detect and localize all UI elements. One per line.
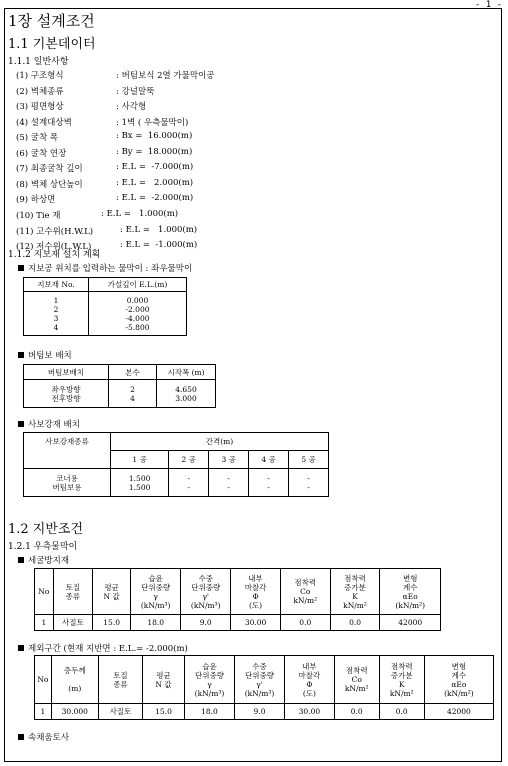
soil-header: 내부 마찰각 Φ (도) xyxy=(231,569,281,615)
brace-value: - xyxy=(227,482,230,492)
brace-val-cell xyxy=(111,469,169,497)
bullet-square-icon xyxy=(18,734,24,740)
brace-spacing-header: 간격(m) xyxy=(111,433,329,451)
support-no: 2 xyxy=(53,304,59,314)
strut-count: 4 xyxy=(130,393,135,403)
general-item-label: (10) Tie 재 xyxy=(16,211,61,221)
strut-start: 4.650 xyxy=(175,384,197,394)
bullet-square-icon xyxy=(18,265,24,271)
support-no: 3 xyxy=(53,313,59,323)
brace-val-cell xyxy=(249,469,289,497)
strut-name: 전후방향 xyxy=(51,393,81,403)
soil-cell: 9.0 xyxy=(234,704,284,720)
brace-value: - xyxy=(307,482,310,492)
bullet-square-icon xyxy=(18,645,24,651)
brace-value: - xyxy=(307,473,310,483)
brace-value: - xyxy=(227,473,230,483)
soil-cell: 30.00 xyxy=(285,704,335,720)
support-depth: 0.000 xyxy=(126,295,149,305)
riverbed-heading-text: 세굴방지재 xyxy=(28,556,70,566)
cut-heading-text: 제외구간 (현재 지반면 : E.L.= -2.000(m) xyxy=(28,644,188,654)
soil-table-riverbed xyxy=(34,568,441,631)
general-item-label: (9) 하상면 xyxy=(16,195,56,205)
support-heading-text: 지보공 위치를 입력하는 물막이 : 좌우물막이 xyxy=(28,264,193,274)
page-number: - 1 - xyxy=(474,0,502,10)
soil-header: 수중 단위중량 γ' (kN/m³) xyxy=(234,656,284,704)
general-item-label: (4) 설계대상벽 xyxy=(16,118,72,128)
brace-value: 1.500 xyxy=(128,482,151,492)
soil-header: 변형 계수 αEo (kN/m²) xyxy=(424,656,493,704)
soil-header: 점착력 Co kN/m² xyxy=(334,656,379,704)
soil-header: No xyxy=(35,656,52,704)
section-1-1-title: 1.1 기본데이터 xyxy=(8,37,96,52)
strut-count-cell xyxy=(109,380,157,408)
soil-header: 점착력 증가분 K kN/m² xyxy=(379,656,424,704)
soil-cell: 0.0 xyxy=(379,704,424,720)
strut-header-start: 시작폭 (m) xyxy=(157,365,216,380)
brace-col-1: 1 공 xyxy=(111,451,169,469)
general-item-value: : 버팀보식 2열 가물막이공 xyxy=(116,71,215,81)
support-no: 4 xyxy=(53,322,59,332)
general-item-value: : Bx = 16.000(m) xyxy=(116,131,193,141)
soil-cell: 1 xyxy=(35,615,54,631)
general-item-value: : E.L = 1.000(m) xyxy=(101,209,179,219)
soil-header: 점착력 증가분 K kN/m² xyxy=(330,569,380,615)
bullet-square-icon xyxy=(18,352,24,358)
general-item-value: : E.L = 1.000(m) xyxy=(120,225,198,235)
general-item-label: (11) 고수위(H.W.L) xyxy=(16,227,94,237)
soil-cell: 0.0 xyxy=(330,615,380,631)
soil-header: 습윤 단위중량 γ (kN/m³) xyxy=(184,656,234,704)
strut-start-cell xyxy=(157,380,216,408)
general-item-label: (3) 평면형상 xyxy=(16,102,64,112)
general-item-value: : E.L = -1.000(m) xyxy=(120,240,198,250)
strut-name-cell xyxy=(24,380,109,408)
soil-header: 습윤 단위중량 γ (kN/m³) xyxy=(131,569,181,615)
soil-header: 층두께 (m) xyxy=(51,656,98,704)
soil-header: 평균 N 값 xyxy=(93,569,131,615)
brace-name: 버팀보용 xyxy=(52,482,82,492)
support-header-depth: 가설깊이 E.L.(m) xyxy=(89,278,187,292)
general-item-value: : 강널말뚝 xyxy=(116,87,155,97)
cut-heading xyxy=(18,642,188,654)
soil-cell: 0.0 xyxy=(334,704,379,720)
section-1-2-title: 1.2 지반조건 xyxy=(8,522,84,537)
soil-cell: 30.00 xyxy=(231,615,281,631)
soil-cell: 사질토 xyxy=(53,615,92,631)
brace-col-2: 2 공 xyxy=(169,451,209,469)
general-item-label: (5) 굴착 폭 xyxy=(16,133,59,143)
brace-val-cell xyxy=(289,469,329,497)
strut-heading xyxy=(18,349,72,361)
support-depth: -5.800 xyxy=(125,322,150,332)
support-depth: -2.000 xyxy=(125,304,150,314)
soil-header: 평균 N 값 xyxy=(143,656,185,704)
brace-col-3: 3 공 xyxy=(209,451,249,469)
soil-header: 토질 종류 xyxy=(53,569,92,615)
strut-start: 3.000 xyxy=(175,393,197,403)
strut-header-layout: 버팀보배치 xyxy=(24,365,109,380)
section-1-1-2-title: 1.1.2 지보재 설치 계획 xyxy=(8,250,101,260)
soil-cell: 18.0 xyxy=(131,615,181,631)
soil-table-excluded xyxy=(34,655,494,720)
brace-value: - xyxy=(267,473,270,483)
brace-val-cell xyxy=(209,469,249,497)
strut-name: 좌우방향 xyxy=(51,384,81,394)
general-item-value: : 1벽 ( 우측물막이) xyxy=(116,118,189,128)
support-no: 1 xyxy=(53,295,59,305)
soil-header: 수중 단위중량 γ' (kN/m³) xyxy=(181,569,231,615)
soil-cell: 30.000 xyxy=(51,704,98,720)
soil-cell: 42000 xyxy=(424,704,493,720)
support-heading xyxy=(18,262,192,274)
soil-header: 내부 마찰각 Φ (도) xyxy=(285,656,335,704)
soil-header: No xyxy=(35,569,54,615)
backfill-heading-text: 속채움토사 xyxy=(28,733,70,743)
riverbed-heading xyxy=(18,554,69,566)
brace-value: - xyxy=(187,473,190,483)
bullet-square-icon xyxy=(18,557,24,563)
soil-cell: 18.0 xyxy=(184,704,234,720)
strut-heading-text: 버팀보 배치 xyxy=(28,351,72,361)
chapter-title: 1장 설계조건 xyxy=(8,12,95,30)
strut-header-count: 본수 xyxy=(109,365,157,380)
soil-cell: 1 xyxy=(35,704,52,720)
brace-col-4: 4 공 xyxy=(249,451,289,469)
soil-header: 변형 계수 αEo (kN/m²) xyxy=(380,569,441,615)
brace-val-cell xyxy=(169,469,209,497)
brace-name: 코너용 xyxy=(56,473,78,483)
soil-cell: 42000 xyxy=(380,615,441,631)
general-item-value: : E.L = 2.000(m) xyxy=(116,178,194,188)
strut-table xyxy=(23,364,216,408)
brace-heading-text: 사보강재 배치 xyxy=(28,420,80,430)
general-item-label: (1) 구조형식 xyxy=(16,71,64,81)
soil-cell: 사질토 xyxy=(98,704,142,720)
general-item-value: : E.L = -2.000(m) xyxy=(116,193,194,203)
support-table xyxy=(23,277,187,336)
brace-value: 1.500 xyxy=(128,473,151,483)
brace-col-5: 5 공 xyxy=(289,451,329,469)
soil-header: 토질 종류 xyxy=(98,656,142,704)
strut-count: 2 xyxy=(130,384,135,394)
support-no-cell xyxy=(24,292,89,336)
support-depth-cell xyxy=(89,292,187,336)
soil-header: 점착력 Co kN/m² xyxy=(280,569,330,615)
general-item-label: (8) 벽체 상단높이 xyxy=(16,180,83,190)
general-item-value: : E.L = -7.000(m) xyxy=(116,162,194,172)
support-depth: -4.000 xyxy=(125,313,150,323)
soil-cell: 15.0 xyxy=(93,615,131,631)
brace-heading xyxy=(18,418,80,430)
brace-type-header: 사보강재종류 xyxy=(24,433,111,469)
general-item-label: (2) 벽체종류 xyxy=(16,87,64,97)
backfill-heading xyxy=(18,731,69,743)
brace-name-cell xyxy=(24,469,111,497)
general-item-value: : By = 18.000(m) xyxy=(116,147,193,157)
general-item-label: (6) 굴착 연장 xyxy=(16,149,67,159)
bullet-square-icon xyxy=(18,421,24,427)
section-1-2-1-title: 1.2.1 우측물막이 xyxy=(8,542,78,552)
brace-value: - xyxy=(187,482,190,492)
soil-cell: 9.0 xyxy=(181,615,231,631)
soil-cell: 0.0 xyxy=(280,615,330,631)
section-1-1-1-title: 1.1.1 일반사항 xyxy=(8,57,69,67)
support-header-no: 지보재 No. xyxy=(24,278,89,292)
general-item-label: (12) 저수위(L.W.L) xyxy=(16,242,92,252)
brace-table xyxy=(23,432,329,497)
soil-cell: 15.0 xyxy=(143,704,185,720)
general-item-value: : 사각형 xyxy=(116,102,147,112)
brace-value: - xyxy=(267,482,270,492)
general-item-label: (7) 최종굴착 깊이 xyxy=(16,164,83,174)
